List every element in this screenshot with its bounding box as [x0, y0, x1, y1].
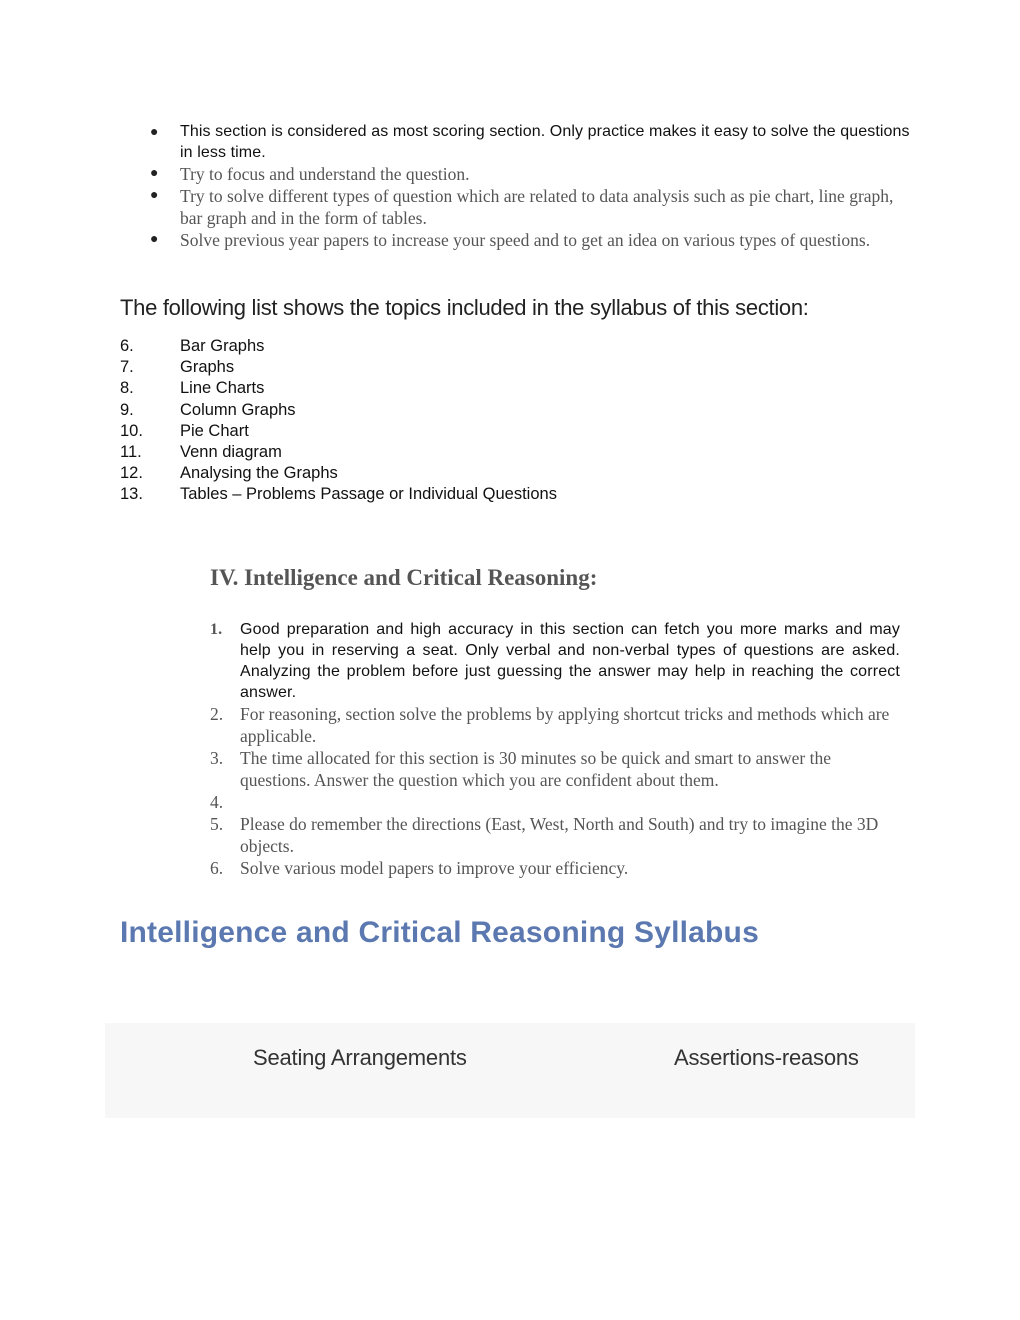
item-number: 5. — [210, 814, 224, 834]
list-item — [210, 619, 900, 703]
item-number: 13. — [120, 485, 143, 504]
item-text — [240, 791, 900, 813]
list-item — [210, 791, 900, 813]
bullet-icon: ● — [150, 166, 159, 181]
list-item — [210, 703, 900, 747]
item-label: Column Graphs — [180, 400, 296, 419]
item-number: 10. — [120, 421, 143, 440]
item-number: 9. — [120, 400, 134, 419]
item-text: The time allocated for this section is 30 minutes so be quick and smart to answer the questions. Answer the question which you are confident about them. — [240, 748, 831, 790]
item-number: 6. — [120, 337, 134, 355]
list-item — [120, 421, 557, 442]
list-item — [120, 357, 557, 378]
tips-numbered-list — [210, 619, 900, 879]
table-cell: Seating Arrangements — [253, 1045, 467, 1070]
section-heading: IV. Intelligence and Critical Reasoning: — [210, 565, 598, 590]
item-number: 6. — [210, 858, 224, 878]
item-label: Graphs — [180, 358, 235, 377]
list-item — [150, 163, 910, 185]
topics-list — [120, 336, 557, 506]
item-number: 7. — [120, 358, 134, 377]
item-number: 1. — [210, 621, 223, 638]
item-label: Analysing the Graphs — [180, 464, 338, 483]
item-label: Venn diagram — [180, 443, 282, 462]
item-label: Tables – Problems Passage or Individual Questions — [180, 485, 557, 504]
syllabus-table — [105, 1023, 915, 1118]
item-number: 8. — [120, 379, 134, 398]
item-text: Solve various model papers to improve your efficiency. — [240, 858, 629, 878]
list-item — [120, 484, 557, 505]
item-number: 11. — [120, 443, 142, 462]
item-number: 12. — [120, 464, 143, 483]
list-item — [150, 185, 910, 229]
bullet-text: Solve previous year papers to increase your speed and to get an idea on various types of questions. — [180, 230, 871, 250]
item-number: 4. — [210, 792, 224, 812]
item-label: Line Charts — [180, 379, 265, 398]
bullet-text: Try to focus and understand the question. — [180, 164, 470, 184]
item-number: 2. — [210, 704, 224, 724]
list-item — [150, 229, 910, 251]
item-text: For reasoning, section solve the problems by applying shortcut tricks and methods which are applicable. — [240, 704, 890, 746]
list-item — [150, 121, 910, 163]
bullet-icon: ● — [150, 232, 159, 247]
bullet-text: Try to solve different types of question which are related to data analysis such as pie chart, line graph, bar graph and in the form of tables. — [180, 186, 894, 228]
topics-intro: The following list shows the topics included in the syllabus of this section: — [120, 295, 809, 320]
table-cell: Assertions-reasons — [674, 1045, 859, 1070]
tips-bullet-list — [150, 121, 910, 251]
item-text: Good preparation and high accuracy in this section can fetch you more marks and may help you in reserving a seat. Only verbal and non-verbal types of questions are asked. Analyzing the problem before just guessing the answer may help in reaching the correct answer. — [240, 621, 900, 701]
item-number: 3. — [210, 748, 224, 768]
bullet-icon: ● — [150, 188, 159, 203]
item-label: Pie Chart — [180, 421, 249, 440]
list-item — [120, 378, 557, 399]
list-item — [120, 463, 557, 484]
list-item — [210, 747, 900, 791]
list-item — [120, 442, 557, 463]
list-item — [210, 857, 900, 879]
list-item — [120, 336, 557, 357]
syllabus-heading: Intelligence and Critical Reasoning Syllabus — [120, 916, 759, 949]
list-item — [120, 400, 557, 421]
list-item — [210, 813, 900, 857]
item-label: Bar Graphs — [180, 337, 265, 355]
bullet-text: This section is considered as most scoring section. Only practice makes it easy to solve the questions in less time. — [180, 123, 910, 161]
bullet-icon: ● — [150, 123, 159, 139]
item-text: Please do remember the directions (East, West, North and South) and try to imagine the 3D objects. — [240, 814, 879, 856]
